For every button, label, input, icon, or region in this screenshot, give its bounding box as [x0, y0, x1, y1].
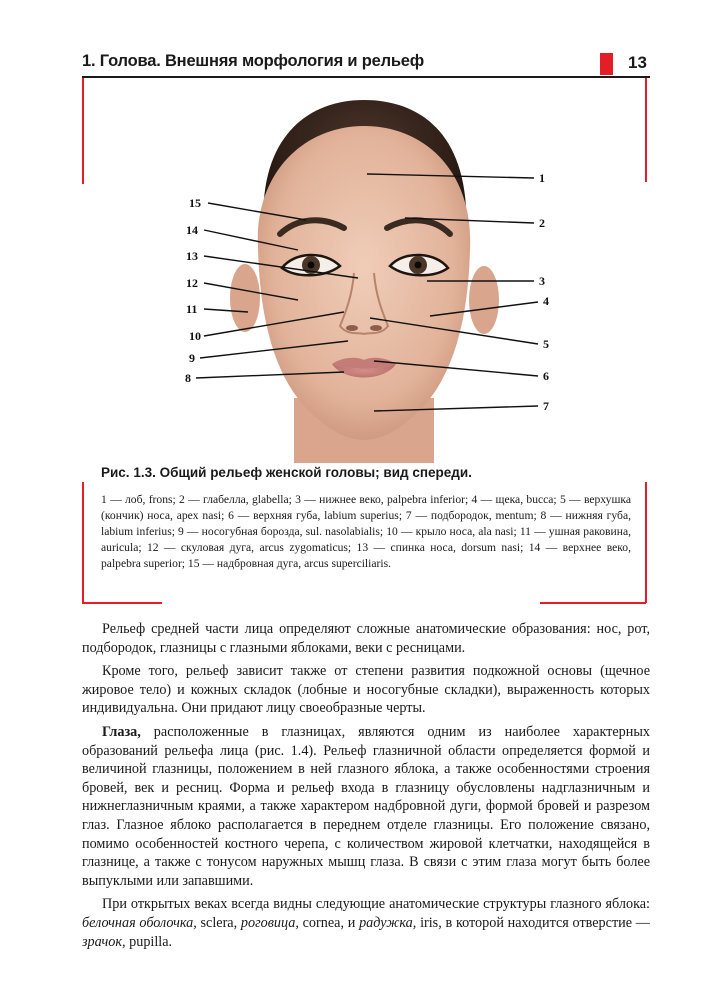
paragraph-4 — [82, 895, 650, 951]
body-text — [82, 620, 650, 951]
callout-14: 14 — [186, 223, 198, 237]
term-eyes: Глаза, — [102, 723, 141, 740]
face-skin — [258, 126, 470, 440]
figure-title: Общий рельеф женской головы; вид спереди. — [159, 465, 472, 480]
callout-13: 13 — [186, 249, 198, 263]
paragraph-4-part-e: pupilla. — [125, 933, 173, 950]
callout-8: 8 — [185, 371, 191, 385]
page-number: 13 — [628, 53, 647, 72]
right-pupil — [415, 262, 422, 269]
paragraph-4-part-b: sclera, — [196, 914, 241, 931]
figure-caption-text: 1 — лоб, frons; 2 — глабелла, glabella; 3 — нижнее веко, palpebra inferior; 4 — щека, bucca; 5 — верхушка (кончик) носа, apex nasi; 6 — верхняя губа, labium superius; 7 — подбородок, mentum; 8 — нижняя губа, labium inferius; 9 — носогубная борозда, sul. nasolabialis; 10 — крыло носа, ala nasi; 11 — ушная раковина, auricula; 12 — скуловая дуга, arcus zygomaticus; 13 — спинка носа, dorsum nasi; 14 — верхнее веко, palpebra superior; 15 — надбровная дуга, arcus superciliaris. — [101, 493, 631, 570]
paragraph-3 — [82, 723, 650, 890]
callout-5: 5 — [543, 337, 549, 351]
paragraph-4-part-d: iris, в которой находится отверстие — — [416, 914, 650, 931]
face-illustration — [82, 78, 650, 463]
term-sclera: белочная оболочка, — [82, 914, 197, 931]
callout-1: 1 — [539, 171, 545, 185]
callout-11: 11 — [186, 302, 198, 316]
callout-3: 3 — [539, 274, 545, 288]
frame-left-bottom — [82, 482, 84, 603]
frame-bottom-right — [540, 602, 646, 604]
term-iris: радужка, — [359, 914, 417, 931]
figure-label: Рис. 1.3. — [101, 465, 156, 480]
right-nostril — [370, 325, 382, 331]
left-nostril — [346, 325, 358, 331]
right-ear — [469, 266, 499, 334]
paragraph-2: Кроме того, рельеф зависит также от степени развития подкожной основы (щечное жировое тело) и кожных складок (лобные и носогубные складки), выраженность которых индивидуальна. Они придают лицу своеобразные черты. — [82, 663, 650, 717]
frame-right-bottom — [645, 482, 647, 603]
callout-10: 10 — [189, 329, 201, 343]
chapter-title: 1. Голова. Внешняя морфология и рельеф — [82, 52, 425, 70]
callout-15: 15 — [189, 196, 201, 210]
paragraph-4-part-c: cornea, и — [298, 914, 360, 931]
callout-4: 4 — [543, 294, 549, 308]
running-head — [82, 50, 650, 76]
callout-9: 9 — [189, 351, 195, 365]
callout-2: 2 — [539, 216, 545, 230]
term-pupil: зрачок, — [82, 933, 126, 950]
paragraph-1: Рельеф средней части лица определяют сложные анатомические образования: нос, рот, подбородок, глазницы с глазными яблоками, веки с ресницами. — [82, 621, 650, 656]
figure-face — [82, 78, 650, 463]
paragraph-3-text: расположенные в глазницах, являются одним из наиболее характерных образований рельефа лица (рис. 1.4). Рельеф глазничной области определяется формой и величиной глазницы, положением в ней глазного яблока, а также особенностями строения бровей, век и ресниц. Форма и рельеф входа в глазницу обусловлены надглазничным и нижнеглазничным краями, а также характером надбровной дуги, формой бровей и разрезом глаз. Глазное яблоко располагается в переднем отделе глазницы. Его положение связано, помимо особенностей костного черепа, с количеством жировой клетчатки, находящейся в глазнице, а также с тонусом наружных мышц глаза. В связи с этим глаза могут быть более выпуклыми или запавшими. — [82, 723, 650, 889]
callout-7: 7 — [543, 399, 549, 413]
left-pupil — [308, 262, 315, 269]
callout-12: 12 — [186, 276, 198, 290]
term-cornea: роговица, — [240, 914, 299, 931]
left-ear — [230, 264, 260, 332]
red-marker — [600, 53, 613, 75]
paragraph-4-part-a: При открытых веках всегда видны следующие анатомические структуры глазного яблока: — [102, 896, 650, 913]
figure-caption-title — [101, 465, 472, 480]
frame-bottom-left — [82, 602, 162, 604]
callout-6: 6 — [543, 369, 549, 383]
